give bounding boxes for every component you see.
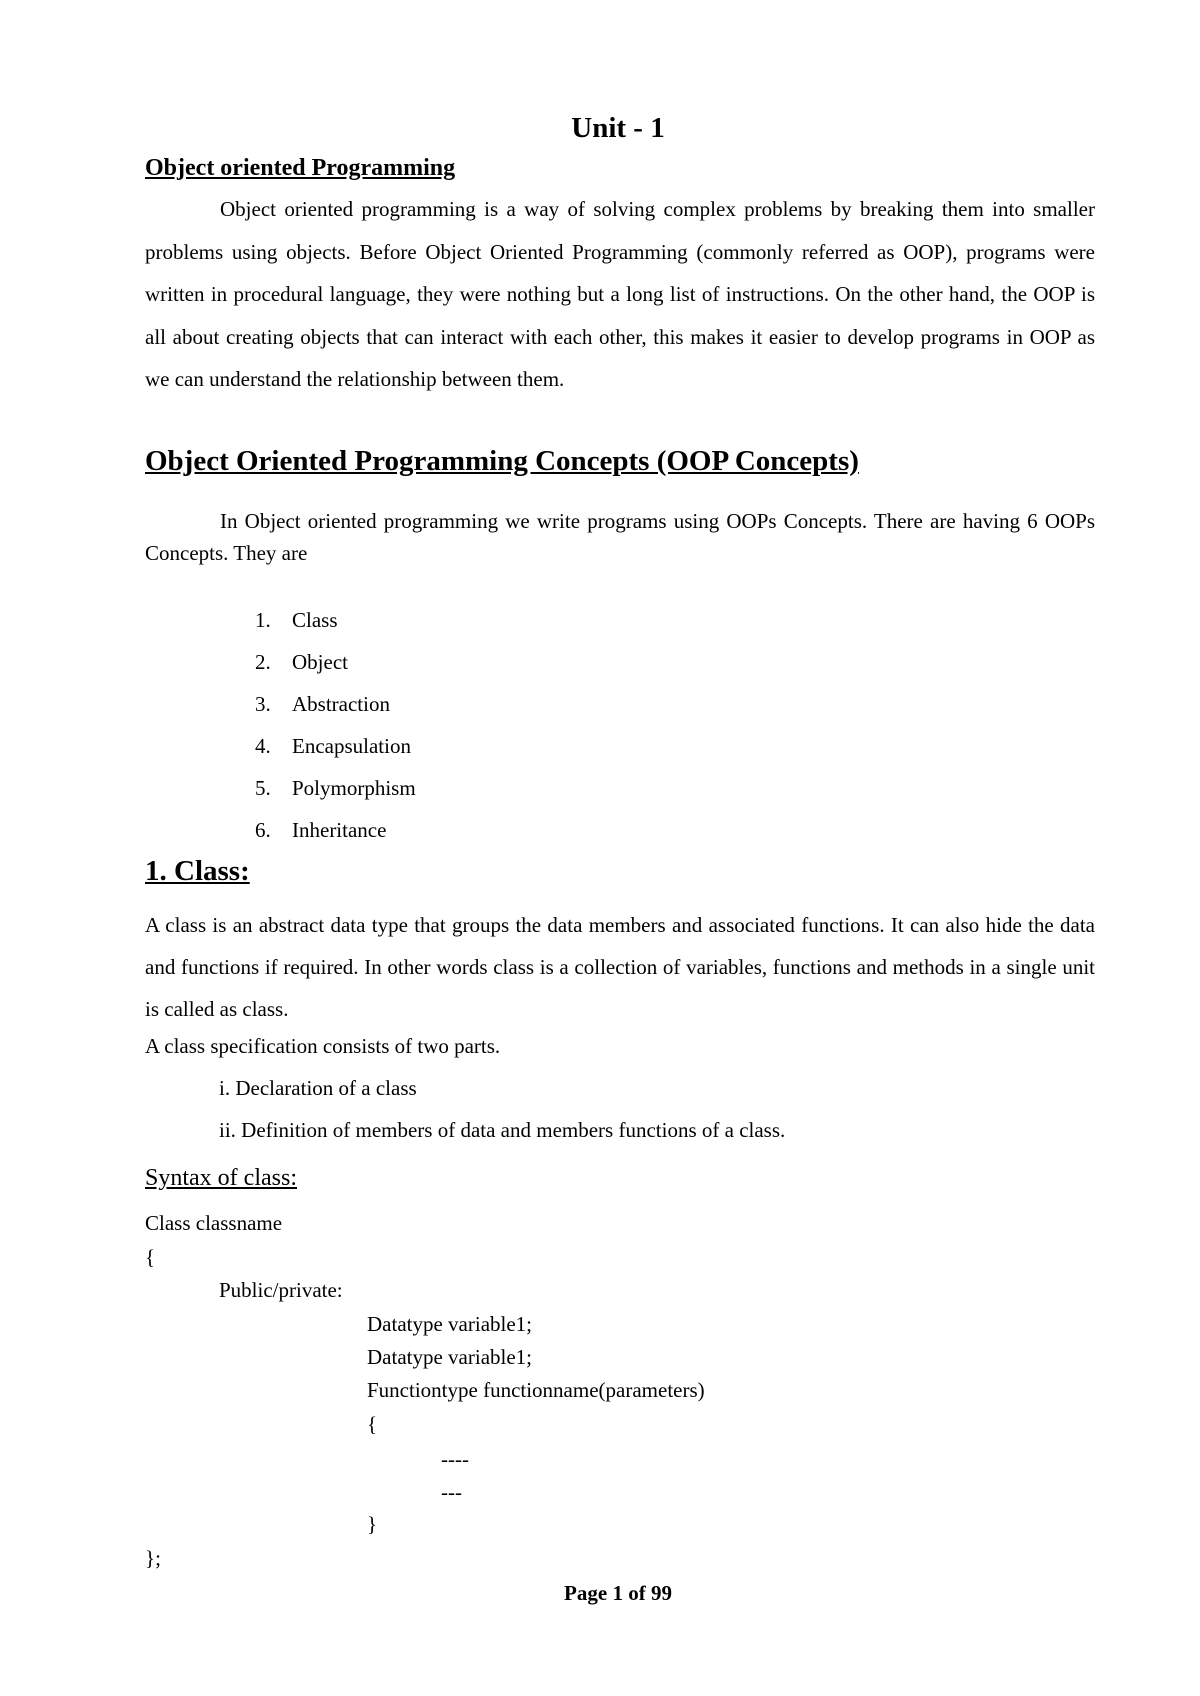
list-item xyxy=(255,599,416,641)
list-item xyxy=(255,809,416,851)
syntax-line: Functiontype functionname(parameters) xyxy=(367,1378,705,1402)
syntax-line: Public/private: xyxy=(219,1278,343,1302)
list-item xyxy=(255,767,416,809)
list-item-number: 3. xyxy=(255,692,271,716)
list-item xyxy=(255,725,416,767)
oop-section-heading: Object oriented Programming xyxy=(145,155,456,181)
unit-title: Unit - 1 xyxy=(571,112,665,144)
syntax-line: { xyxy=(145,1245,156,1269)
syntax-line: Datatype variable1; xyxy=(367,1345,533,1369)
syntax-line: --- xyxy=(441,1480,462,1504)
syntax-heading: Syntax of class: xyxy=(145,1165,297,1191)
syntax-line: Class classname xyxy=(145,1211,283,1235)
list-item-label: Inheritance xyxy=(292,818,387,842)
page-footer: Page 1 of 99 xyxy=(564,1581,672,1605)
list-item-number: 4. xyxy=(255,734,271,758)
list-item-label: Object xyxy=(292,650,348,674)
list-item xyxy=(255,683,416,725)
list-item-label: Encapsulation xyxy=(292,734,411,758)
oop-concepts-heading: Object Oriented Programming Concepts (OOP Concepts) xyxy=(145,445,859,477)
class-heading: 1. Class: xyxy=(145,855,250,887)
syntax-line: { xyxy=(367,1412,378,1436)
list-item-label: Class xyxy=(292,608,338,632)
class-paragraph: A class is an abstract data type that groups the data members and associated functions. It can also hide the data and functions if required. In other words class is a collection of variables, functions and methods in a single unit is called as class. xyxy=(145,913,1095,1022)
oop-intro-paragraph: Object oriented programming is a way of solving complex problems by breaking them into smaller problems using objects. Before Object Oriented Programming (commonly referred as OOP), programs were written in procedural language, they were nothing but a long list of instructions. On the other hand, the OOP is all about creating objects that can interact with each other, this makes it easier to develop programs in OOP as we can understand the relationship between them. xyxy=(145,197,1095,392)
list-item-number: 2. xyxy=(255,650,271,674)
class-spec-part: i. Declaration of a class xyxy=(219,1076,417,1100)
class-spec-part: ii. Definition of members of data and members functions of a class. xyxy=(219,1118,786,1142)
concept-list xyxy=(255,599,416,851)
list-item-label: Abstraction xyxy=(292,692,390,716)
syntax-line: Datatype variable1; xyxy=(367,1312,533,1336)
list-item-number: 6. xyxy=(255,818,271,842)
oop-concepts-paragraph: In Object oriented programming we write programs using OOPs Concepts. There are having 6 OOPs Concepts. They are xyxy=(145,509,1095,565)
syntax-line: }; xyxy=(145,1546,161,1570)
list-item-number: 5. xyxy=(255,776,271,800)
list-item-label: Polymorphism xyxy=(292,776,416,800)
syntax-line: ---- xyxy=(441,1447,469,1471)
class-spec-intro: A class specification consists of two parts. xyxy=(145,1034,501,1058)
list-item-number: 1. xyxy=(255,608,271,632)
syntax-line: } xyxy=(367,1512,378,1536)
list-item xyxy=(255,641,416,683)
